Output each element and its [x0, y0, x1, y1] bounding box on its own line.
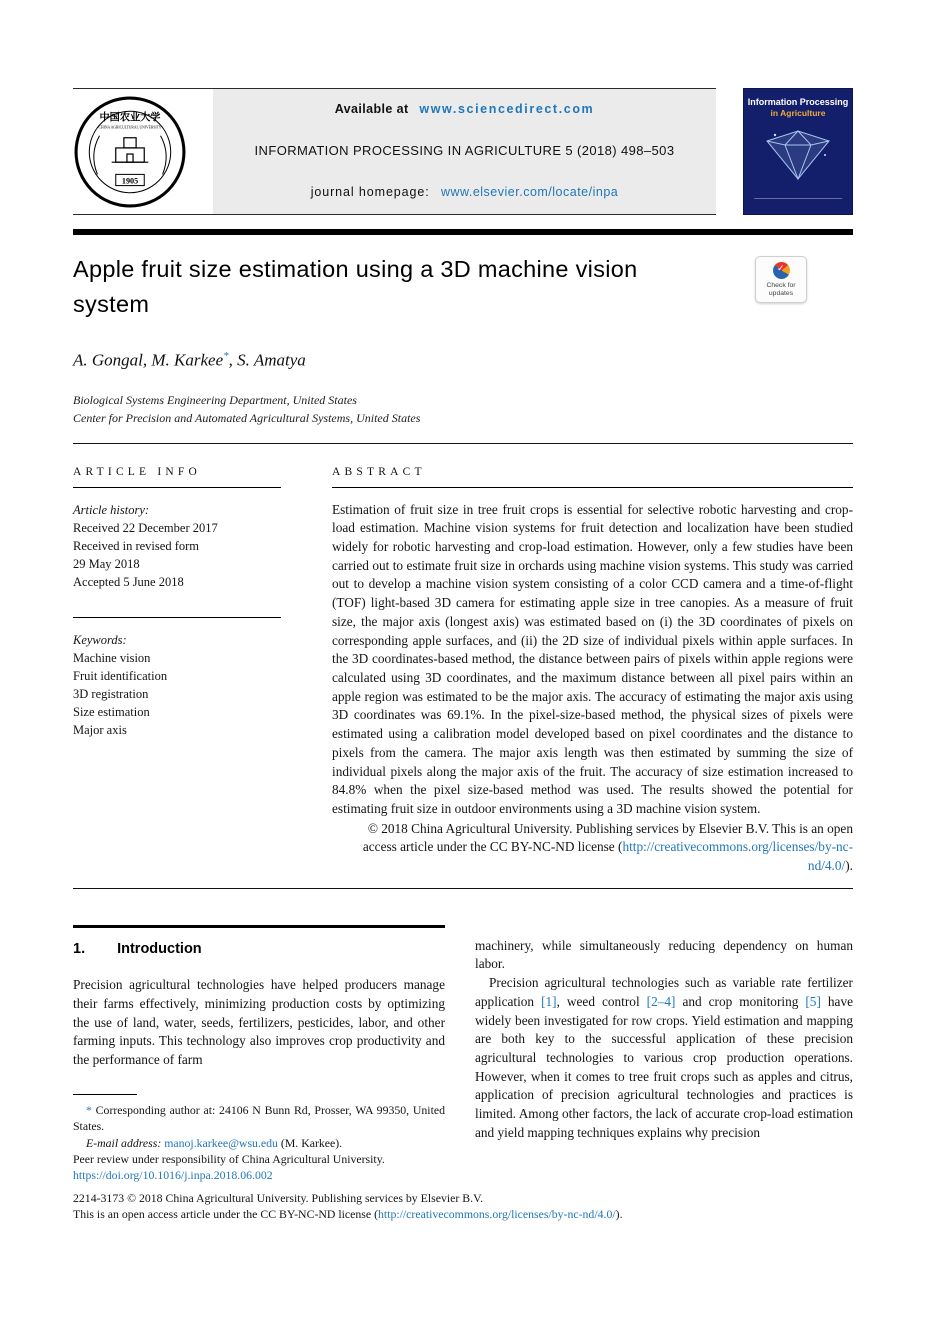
history-item: 29 May 2018	[73, 556, 140, 571]
journal-homepage-link[interactable]: www.elsevier.com/locate/inpa	[440, 185, 619, 199]
reference-2-4-link[interactable]: [2–4]	[646, 993, 676, 1009]
article-meta	[73, 466, 853, 876]
corresponding-author-marker[interactable]: *	[223, 350, 229, 362]
corresponding-author-text: Corresponding author at: 24106 N Bunn Rd, Prosser, WA 99350, United States.	[73, 1102, 445, 1134]
keywords-label: Keywords:	[73, 632, 127, 647]
abstract-copyright	[332, 820, 853, 876]
journal-homepage-line	[221, 185, 708, 199]
section-title: Introduction	[117, 941, 202, 958]
license-close: ).	[615, 1207, 623, 1222]
paper-page	[0, 88, 926, 1223]
open-access-line	[73, 1206, 853, 1222]
email-note	[73, 1135, 445, 1151]
email-label: E-mail address:	[86, 1135, 165, 1150]
title-top-divider	[73, 229, 853, 235]
reference-1-link[interactable]: [1]	[541, 993, 557, 1009]
reference-5-link[interactable]: [5]	[805, 993, 821, 1009]
paragraph-text: and crop monitoring	[675, 993, 806, 1009]
abstract-text: Estimation of fruit size in tree fruit crops is essential for selective robotic harvesting and crop-load estimation. Machine vision systems for fruit detection and localization have been studied widely for robotic harvesting and crop-load estimation. However, only a few studies have been carried out to estimate fruit size in orchards using machine vision systems. This study was carried out to develop a machine vision system consisting of a color CCD camera and a time-of-flight (TOF) light-based 3D camera for estimating apple size in tree canopies. As a measure of fruit size, the major axis (longest axis) was estimated based on (i) the 3D coordinates of pixels on corresponding apple surfaces, and (ii) the 2D size of individual pixels within apple surfaces. In the 3D coordinates-based method, the distance between pairs of pixels within apple regions were calculated using 3D coordinates, and the maximum distance between all pixel pairs within an apple region was estimated to be the major axis. The accuracy of estimating the major axis using 3D coordinates was 69.1%. In the pixel-size-based method, the physical sizes of pixels were estimated using a calibration model developed based on pixel coordinates and the distance to pixels from the camera. The major axis length was then estimated by summing the size of individual pixels along the major axis of the fruit. The accuracy of size estimation increased to 84.8% when the pixel size-based method was used. The results showed the potential for estimating fruit size in outdoor environments using a 3D machine vision system.	[332, 501, 853, 816]
license-text: This is an open access article under the CC BY-NC-ND license (	[73, 1207, 378, 1222]
logo-chinese-name: 中国农业大学	[99, 111, 161, 123]
corresponding-author-note	[73, 1102, 445, 1135]
journal-banner	[73, 88, 716, 215]
cover-footer-strip	[754, 198, 842, 209]
check-for-updates-label: Check for updates	[766, 282, 796, 297]
title-block	[73, 252, 853, 322]
journal-info-box	[213, 89, 716, 214]
meta-top-divider	[73, 443, 853, 444]
footnote-marker[interactable]: *	[86, 1102, 92, 1117]
article-info-column	[73, 466, 281, 876]
body-right-column	[475, 925, 853, 1184]
affiliation-1: Biological Systems Engineering Department, United States	[73, 392, 357, 407]
article-title: Apple fruit size estimation using a 3D machine vision system	[73, 256, 638, 317]
homepage-label: journal homepage:	[310, 185, 430, 199]
issn-copyright-line: 2214-3173 © 2018 China Agricultural University. Publishing services by Elsevier B.V.	[73, 1190, 484, 1205]
license-link[interactable]: http://creativecommons.org/licenses/by-nc-nd/4.0/	[622, 839, 853, 874]
paragraph-text: Precision agricultural technologies such as variable rate fertilizer application	[475, 975, 853, 1009]
sciencedirect-link[interactable]: www.sciencedirect.com	[419, 102, 595, 116]
authors-names-2: , S. Amatya	[228, 350, 306, 370]
section-heading-rule	[73, 925, 445, 929]
abstract-heading: ABSTRACT	[332, 465, 426, 478]
body-top-divider	[73, 888, 853, 889]
intro-paragraph-2	[475, 974, 853, 1142]
copyright-text: © 2018 China Agricultural University. Publishing services by Elsevier B.V. This is an open access article under the CC BY-NC-ND license (	[362, 820, 853, 855]
doi-link[interactable]: https://doi.org/10.1016/j.inpa.2018.06.002	[73, 1168, 273, 1183]
copyright-close: ).	[845, 858, 853, 874]
journal-header	[73, 88, 853, 215]
keyword-item: 3D registration	[73, 686, 149, 701]
paragraph-text: have widely been investigated for row crops. Yield estimation and mapping are both key to the successful application of these precision agricultural technologies to various crop production operations. However, when it comes to tree fruit crops such as apples and citrus, application of precision agricultural technologies and practices is limited. Among other factors, the lack of accurate crop-load estimation and yield mapping techniques explains why precision	[475, 993, 853, 1140]
article-history-label: Article history:	[73, 502, 150, 517]
authors-line	[73, 350, 853, 371]
logo-english-name: CHINA AGRICULTURAL UNIVERSITY	[98, 125, 162, 130]
journal-cover-thumbnail	[743, 88, 853, 215]
crossmark-icon	[773, 262, 790, 279]
keyword-item: Fruit identification	[73, 668, 168, 683]
authors-names: A. Gongal, M. Karkee	[73, 350, 224, 370]
available-at-label: Available at	[334, 102, 409, 116]
email-link[interactable]: manoj.karkee@wsu.edu	[164, 1135, 278, 1150]
cover-diamond-graphic	[755, 127, 841, 185]
section-number: 1.	[73, 941, 86, 958]
intro-paragraph-continuation: machinery, while simultaneously reducing dependency on human labor.	[475, 937, 853, 972]
doi-line	[73, 1167, 445, 1183]
affiliation-2: Center for Precision and Automated Agricultural Systems, United States	[73, 410, 421, 425]
available-at-line	[221, 102, 708, 116]
cover-title-line1: Information Processing	[747, 97, 849, 107]
cover-title-line2: in Agriculture	[770, 108, 826, 118]
history-item: Received 22 December 2017	[73, 520, 218, 535]
check-for-updates-badge[interactable]	[755, 256, 807, 303]
email-suffix: (M. Karkee).	[277, 1135, 343, 1150]
keyword-item: Machine vision	[73, 650, 151, 665]
university-seal-logo	[73, 89, 201, 214]
history-item: Accepted 5 June 2018	[73, 574, 184, 589]
body-columns	[73, 925, 853, 1184]
imprint-block	[73, 1190, 853, 1223]
university-seal	[73, 95, 187, 209]
affiliations	[73, 391, 853, 427]
article-info-heading: ARTICLE INFO	[73, 465, 201, 478]
footnote-block	[73, 1094, 445, 1184]
article-info-rule	[73, 487, 281, 488]
logo-year: 1905	[121, 176, 139, 186]
section-heading	[73, 941, 445, 957]
keywords-rule	[73, 617, 281, 618]
cc-license-link[interactable]: http://creativecommons.org/licenses/by-nc-nd/4.0/	[378, 1207, 616, 1222]
journal-citation: INFORMATION PROCESSING IN AGRICULTURE 5 (2018) 498–503	[254, 143, 675, 158]
footnote-rule	[73, 1094, 137, 1095]
paragraph-text: , weed control	[556, 993, 647, 1009]
abstract-column	[332, 466, 853, 876]
body-left-column	[73, 925, 445, 1184]
history-item: Received in revised form	[73, 538, 199, 553]
intro-paragraph-left: Precision agricultural technologies have helped producers manage their farms effectively, minimizing production costs by optimizing the use of land, water, seeds, fertilizers, pesticides, labor, and other farming inputs. This technology also improves crop productivity and the performance of farm	[73, 977, 445, 1068]
keyword-item: Size estimation	[73, 704, 150, 719]
peer-review-note: Peer review under responsibility of China Agricultural University.	[73, 1151, 385, 1166]
abstract-rule	[332, 487, 853, 488]
keyword-item: Major axis	[73, 722, 127, 737]
